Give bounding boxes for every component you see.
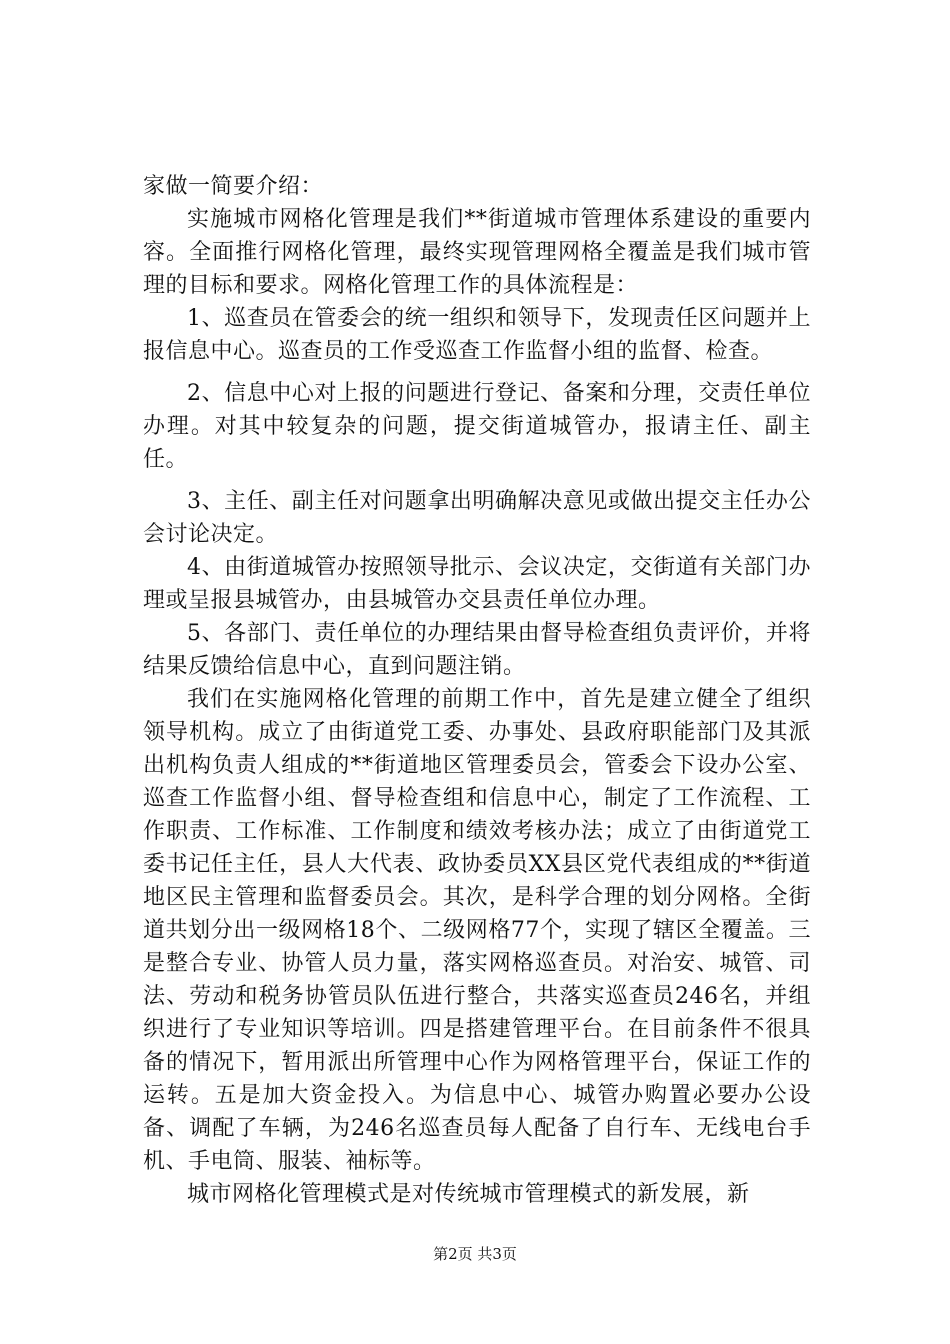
paragraph-early-work: 我们在实施网格化管理的前期工作中，首先是建立健全了组织领导机构。成立了由街道党工委、办事处、县政府职能部门及其派出机构负责人组成的**街道地区管理委员会，管委会下设办公室、巡查工作监督小组、督导检查组和信息中心，制定了工作流程、工作职责、工作标准、工作制度和绩效考核办法；成立了由街道党工委书记任主任，县人大代表、政协委员XX县区党代表组成的**街道地区民主管理和监督委员会。其次，是科学合理的划分网格。全街道共划分出一级网格18个、二级网格77个，实现了辖区全覆盖。三是整合专业、协管人员力量，落实网格巡查员。对治安、城管、司法、劳动和税务协管员队伍进行整合，共落实巡查员246名，并组织进行了专业知识等培训。四是搭建管理平台。在目前条件不很具备的情况下，暂用派出所管理中心作为网格管理平台，保证工作的运转。五是加大资金投入。为信息中心、城管办购置必要办公设备、调配了车辆，为246名巡查员每人配备了自行车、无线电台手机、手电筒、服装、袖标等。: [143, 687, 811, 1174]
paragraph-step-4: 4、由街道城管办按照领导批示、会议决定，交街道有关部门办理或呈报县城管办，由县城管办交县责任单位办理。: [143, 555, 811, 613]
page-footer: [0, 1244, 950, 1264]
paragraph-step-2: 2、信息中心对上报的问题进行登记、备案和分理，交责任单位办理。对其中较复杂的问题，提交街道城管办，报请主任、副主任。: [143, 381, 811, 472]
paragraph-new-development: 城市网格化管理模式是对传统城市管理模式的新发展，新: [187, 1182, 750, 1207]
paragraph-step-1: 1、巡查员在管委会的统一组织和领导下，发现责任区问题并上报信息中心。巡查员的工作受巡查工作监督小组的监督、检查。: [143, 306, 811, 364]
paragraph-continuation: 家做一简要介绍：: [143, 174, 324, 199]
document-body: [143, 170, 811, 1211]
paragraph-step-5: 5、各部门、责任单位的办理结果由督导检查组负责评价，并将结果反馈给信息中心，直到问题注销。: [143, 621, 811, 679]
paragraph-intro: 实施城市网格化管理是我们**街道城市管理体系建设的重要内容。全面推行网格化管理，最终实现管理网格全覆盖是我们城市管理的目标和要求。网格化管理工作的具体流程是：: [143, 207, 811, 298]
page-number: 第2页 共3页: [433, 1245, 517, 1263]
paragraph-step-3: 3、主任、副主任对问题拿出明确解决意见或做出提交主任办公会讨论决定。: [143, 489, 811, 547]
